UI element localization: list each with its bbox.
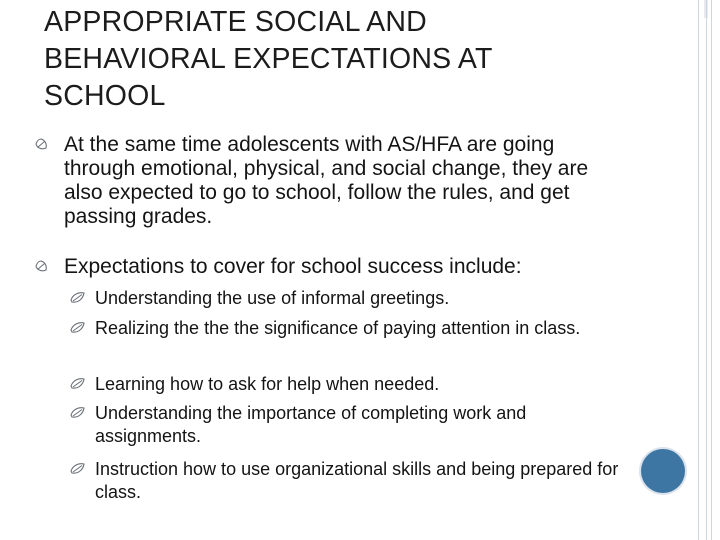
slide-circle-button[interactable]: [641, 449, 685, 493]
sub-bullet-text: Instruction how to use organizational skills and being prepared for class.: [95, 459, 619, 502]
sub-bullet-item: [95, 373, 635, 396]
bullet-item: [64, 133, 624, 229]
sub-bullet-text: Realizing the the the significance of paying attention in class.: [95, 318, 581, 338]
leaf-bullet-icon: [70, 291, 85, 304]
sub-bullet-text: Learning how to ask for help when needed.: [95, 374, 440, 394]
frame-line: [711, 0, 712, 540]
sub-bullet-item: [95, 287, 635, 310]
sub-bullet-item: [95, 317, 635, 340]
leaf-bullet-icon: [70, 462, 85, 475]
leaf-bullet-icon: [34, 138, 48, 152]
sub-bullet-text: Understanding the importance of completing work and assignments.: [95, 403, 527, 446]
frame-line: [698, 0, 699, 540]
sub-bullet-text: Understanding the use of informal greetings.: [95, 288, 450, 308]
frame-line: [706, 0, 707, 540]
bullet-text: At the same time adolescents with AS/HFA are going through emotional, physical, and social change, they are also expected to go to school, follow the rules, and get passing grades.: [64, 133, 589, 228]
sub-bullet-item: [95, 458, 635, 503]
leaf-bullet-icon: [70, 321, 85, 334]
bullet-text: Expectations to cover for school success include:: [64, 255, 522, 278]
leaf-bullet-icon: [70, 377, 85, 390]
leaf-bullet-icon: [70, 406, 85, 419]
bullet-item: [64, 255, 624, 279]
leaf-bullet-icon: [34, 260, 48, 274]
sub-bullet-item: [95, 402, 635, 447]
slide-title: APPROPRIATE SOCIAL AND BEHAVIORAL EXPECTATIONS AT SCHOOL: [44, 6, 493, 112]
